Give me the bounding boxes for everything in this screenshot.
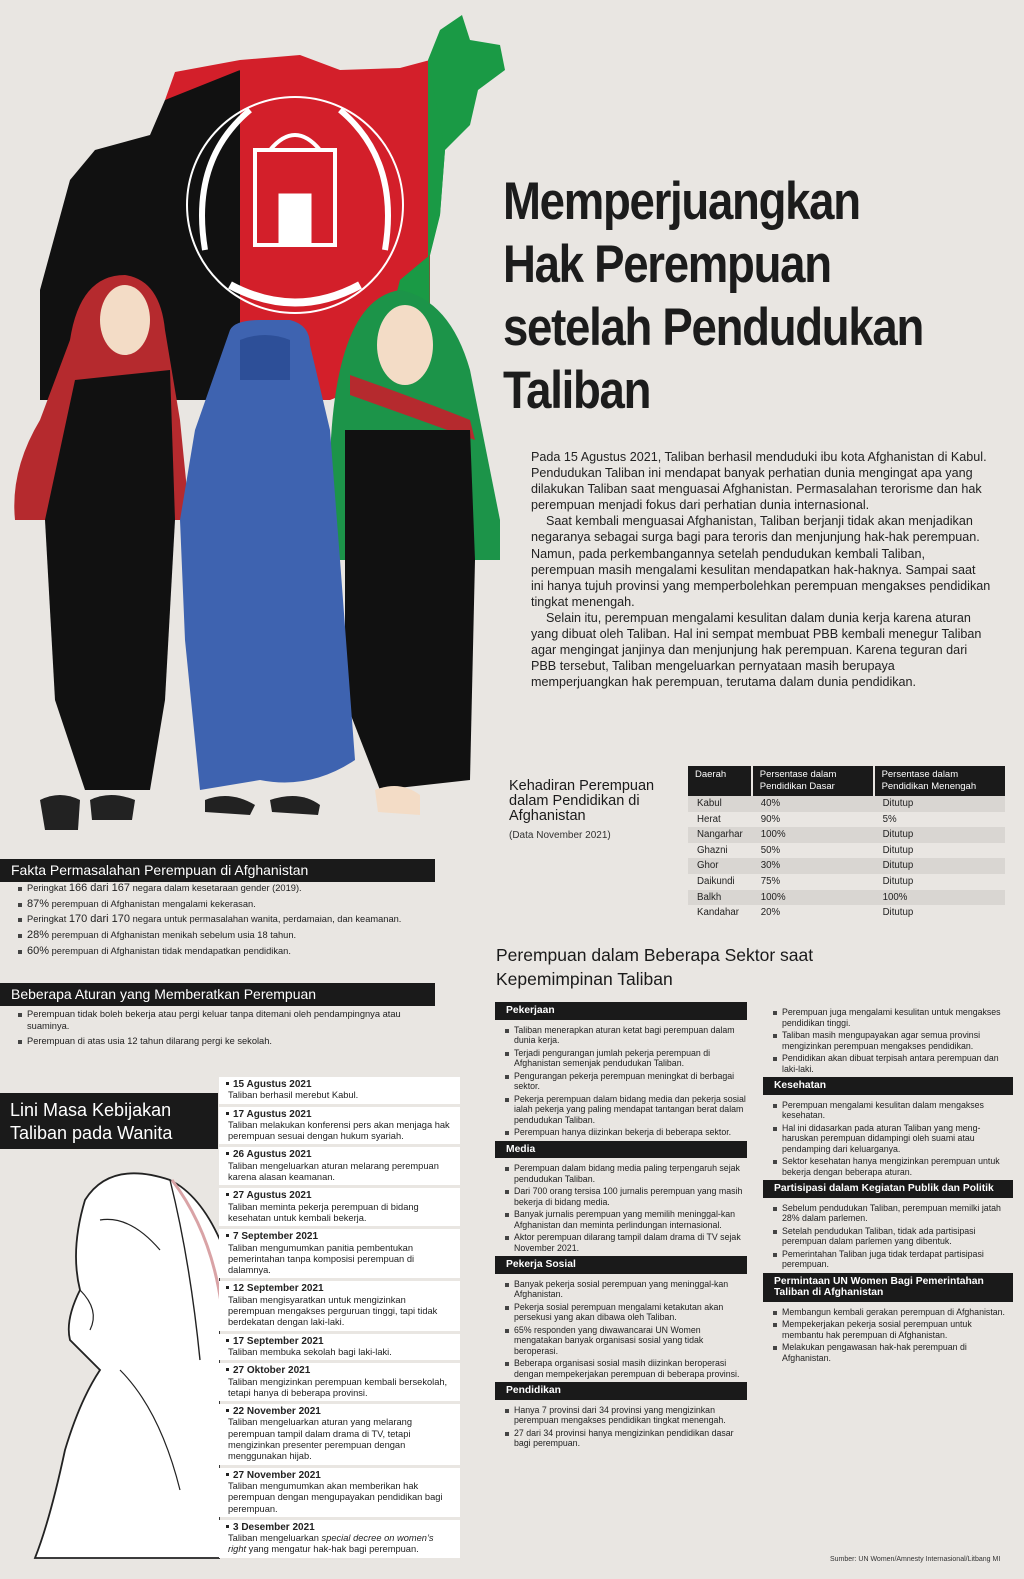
timeline-date: 12 September 2021: [228, 1283, 452, 1294]
table-header-cell: Persentase dalam Pendidikan Dasar: [752, 766, 874, 796]
sector-heading-bar: Media: [495, 1141, 747, 1159]
table-cell: Ghazni: [688, 843, 752, 859]
timeline-heading-line: Lini Masa Kebijakan: [10, 1100, 172, 1120]
sectors-column-right: [763, 1002, 1013, 1366]
timeline-date: 22 November 2021: [228, 1406, 452, 1417]
timeline-text: Taliban mengumumkan akan memberikan hak perempuan dengan mengupayakan pendidikan bagi perempuan.: [228, 1480, 443, 1514]
sector-list-item: Setelah pendudukan Taliban, tidak ada partisipasi perempuan dalam parlemen yang dibentuk.: [771, 1226, 1013, 1247]
timeline-item: [219, 1281, 460, 1330]
table-cell: Ditutup: [874, 796, 1005, 812]
table-cell: Daikundi: [688, 874, 752, 890]
sector-list-item: Sektor kesehatan hanya mengizinkan perempuan untuk bekerja dengan beberapa aturan.: [771, 1156, 1013, 1177]
timeline-text: Taliban mengisyaratkan untuk mengizinkan perempuan mengakses perguruan tinggi, tapi tidak berdekatan dengan laki-laki.: [228, 1294, 438, 1328]
sector-list-item: Taliban menerapkan aturan ketat bagi perempuan dalam dunia kerja.: [503, 1025, 747, 1046]
table-header-cell: Persentase dalam Pendidikan Menengah: [874, 766, 1005, 796]
timeline-item: [219, 1468, 460, 1517]
fact-number: 60%: [27, 944, 50, 957]
sector-list-item: Taliban masih mengupayakan agar semua provinsi mengizinkan perempuan mengakses pendidikan.: [771, 1030, 1013, 1051]
sector-list-item: Mempekerjakan pekerja sosial perempuan untuk membantu hak perempuan di Afghanistan.: [771, 1319, 1013, 1340]
table-row: [688, 796, 1005, 812]
fact-number: 87%: [27, 897, 50, 910]
title-line: Taliban: [503, 361, 651, 420]
rules-heading: Beberapa Aturan yang Memberatkan Perempuan: [0, 983, 435, 1006]
fact-text-post: perempuan di Afghanistan menikah sebelum usia 18 tahun.: [49, 930, 297, 941]
sector-list-item: Dari 700 orang tersisa 100 jurnalis perempuan yang masih bekerja di bidang media.: [503, 1186, 747, 1207]
table-cell: 20%: [752, 905, 874, 921]
sector-list-item: Pengurangan pekerja perempuan meningkat di berbagai sektor.: [503, 1071, 747, 1092]
table-cell: Kabul: [688, 796, 752, 812]
table-cell: Ditutup: [874, 905, 1005, 921]
fact-text-post: perempuan di Afghanistan mengalami kekerasan.: [49, 898, 256, 909]
table-cell: 90%: [752, 812, 874, 828]
timeline-text: Taliban mengizinkan perempuan kembali bersekolah, tetapi hanya di beberapa provinsi.: [228, 1376, 448, 1398]
table-row: [688, 812, 1005, 828]
timeline-date: 27 Agustus 2021: [228, 1190, 452, 1201]
sector-list: [771, 1203, 1013, 1270]
table-cell: 100%: [752, 827, 874, 843]
education-continued-list: [771, 1007, 1013, 1074]
timeline-text: Taliban melakukan konferensi pers akan menjaga hak perempuan sesuai dengan hukum syariah.: [228, 1119, 450, 1142]
sector-list-item: 27 dari 34 provinsi hanya mengizinkan pendidikan dasar bagi perempuan.: [503, 1428, 747, 1449]
table-cell: 40%: [752, 796, 874, 812]
timeline-text: Taliban meminta pekerja perempuan di bidang kesehatan untuk kembali bekerja.: [228, 1201, 419, 1223]
hero-illustration: [0, 0, 520, 850]
sector-heading-bar: Partisipasi dalam Kegiatan Publik dan Politik: [763, 1180, 1013, 1198]
intro-paragraph: Selain itu, perempuan mengalami kesulitan dalam dunia kerja karena aturan yang dibuat oleh Taliban. Hal ini sempat membuat PBB kembali menegur Taliban agar mengingat janjinya dan menjunjung hak perempuan. Karena teguran dari PBB tersebut, Taliban mengeluarkan pernyataan masih berupaya memperjuangkan hak perempuan, terutama dalam dunia pendidikan.: [531, 610, 982, 690]
timeline-heading: [0, 1093, 218, 1149]
sector-heading-bar: Pekerjaan: [495, 1002, 747, 1020]
timeline-item: [219, 1404, 460, 1464]
fact-item: [16, 914, 436, 926]
table-cell: Balkh: [688, 890, 752, 906]
table-cell: 50%: [752, 843, 874, 859]
sector-list-item: Aktor perempuan dilarang tampil dalam drama di TV sejak November 2021.: [503, 1232, 747, 1253]
sectors-heading: Perempuan dalam Beberapa Sektor saat Kepemimpinan Taliban: [496, 945, 814, 989]
table-row: [688, 843, 1005, 859]
fact-text-pre: Peringkat: [27, 914, 69, 925]
timeline-text: Taliban mengeluarkan aturan melarang perempuan karena alasan keamanan.: [228, 1160, 439, 1183]
title-line: setelah Pendudukan: [503, 298, 924, 357]
facts-heading: Fakta Permasalahan Perempuan di Afghanistan: [0, 859, 435, 882]
sector-heading-bar: Kesehatan: [763, 1077, 1013, 1095]
sector-heading-bar: Permintaan UN Women Bagi Pemerintahan Taliban di Afghanistan: [763, 1273, 1013, 1302]
fact-item: [16, 946, 436, 958]
timeline-date: 17 September 2021: [228, 1336, 452, 1347]
table-cell: Kandahar: [688, 905, 752, 921]
sector-list: [771, 1307, 1013, 1364]
fact-text-post: negara dalam kesetaraan gender (2019).: [130, 883, 302, 893]
timeline-list: [219, 1077, 460, 1561]
table-cell: Ditutup: [874, 874, 1005, 890]
sector-list: [503, 1025, 747, 1138]
fact-text-post: perempuan di Afghanistan tidak mendapatkan pendidikan.: [49, 945, 291, 956]
timeline-text: Taliban berhasil merebut Kabul.: [228, 1090, 359, 1101]
sector-list: [503, 1405, 747, 1449]
table-row: [688, 905, 1005, 921]
sector-list-item: Perempuan juga mengalami kesulitan untuk mengakses pendidikan tinggi.: [771, 1007, 1013, 1028]
woman-green-scarf-figure: [330, 290, 500, 815]
woman-hijab-silhouette: [20, 1160, 220, 1560]
rule-item: Perempuan di atas usia 12 tahun dilarang pergi ke sekolah.: [16, 1036, 421, 1048]
timeline-date: 26 Agustus 2021: [228, 1149, 452, 1160]
timeline-item: [219, 1229, 460, 1278]
rules-list: [16, 1009, 421, 1052]
table-row: [688, 874, 1005, 890]
timeline-date: 15 Agustus 2021: [228, 1079, 452, 1090]
sector-list-item: Perempuan mengalami kesulitan dalam mengakses kesehatan.: [771, 1100, 1013, 1121]
table-row: [688, 827, 1005, 843]
sector-list-item: Membangun kembali gerakan perempuan di Afghanistan.: [771, 1307, 1013, 1318]
timeline-text: Taliban mengumumkan panitia pembentukan pemerintahan tanpa komposisi perempuan di dalamnya.: [228, 1242, 415, 1276]
timeline-item: [219, 1334, 460, 1361]
table-cell: 100%: [874, 890, 1005, 906]
sector-heading-bar: Pendidikan: [495, 1382, 747, 1400]
timeline-text: Taliban mengeluarkan aturan yang melarang perempuan tampil dalam drama di TV, tetapi mengizinkan presenter perempuan dengan menggunakan hijab.: [228, 1417, 412, 1462]
table-cell: Ditutup: [874, 827, 1005, 843]
sector-list-item: 65% responden yang diwawancarai UN Women mengatakan banyak organisasi sosial yang tidak beroperasi.: [503, 1325, 747, 1357]
timeline-date: 27 Oktober 2021: [228, 1365, 452, 1376]
sector-list-item: Pekerja perempuan dalam bidang media dan pekerja sosial ialah pekerja yang paling mendapat tantangan berat dalam pendudukan Taliban.: [503, 1094, 747, 1126]
sector-list-item: Banyak jurnalis perempuan yang memilih meninggal-kan Afghanistan dan meminta perlindungan internasional.: [503, 1209, 747, 1230]
sector-list: [503, 1279, 747, 1380]
timeline-item: [219, 1520, 460, 1558]
intro-paragraph: Saat kembali menguasai Afghanistan, Taliban berjanji tidak akan menjadikan negaranya sebagai surga bagi para teroris dan menjunjung hak-hak perempuan. Namun, pada perkembangannya setelah pendudukan kembali Taliban, perempuan masih mengalami kesulitan mendapatkan hak-haknya. Sampai saat ini hanya tujuh provinsi yang memperbolehkan perempuan mengakses pendidikan tingkat menengah.: [531, 514, 991, 609]
timeline-item: [219, 1107, 460, 1145]
table-cell: Ditutup: [874, 858, 1005, 874]
fact-text-post: negara untuk permasalahan wanita, perdamaian, dan keamanan.: [130, 914, 402, 925]
sector-list-item: Terjadi pengurangan jumlah pekerja perempuan di Afghanistan semenjak pendudukan Taliban.: [503, 1048, 747, 1069]
education-table: [688, 766, 1005, 921]
timeline-date: 3 Desember 2021: [228, 1522, 452, 1533]
fact-number: 166 dari 167: [68, 882, 131, 894]
intro-text: [531, 449, 991, 690]
table-cell: Ditutup: [874, 843, 1005, 859]
sector-list-item: Pemerintahan Taliban juga tidak terdapat partisipasi perempuan.: [771, 1249, 1013, 1270]
timeline-item: [219, 1077, 460, 1104]
table-cell: 30%: [752, 858, 874, 874]
fact-item: [16, 899, 436, 911]
timeline-text-italic: special decree on women’s right: [228, 1533, 434, 1555]
table-cell: Nangarhar: [688, 827, 752, 843]
sector-list-item: Beberapa organisasi sosial masih diizinkan beroperasi dengan mempekerjakan perempuan di beberapa provinsi.: [503, 1358, 747, 1379]
table-cell: 75%: [752, 874, 874, 890]
table-header-cell: Daerah: [688, 766, 752, 796]
timeline-text: Taliban mengeluarkan: [228, 1533, 322, 1544]
timeline-text: yang mengatur hak-hak bagi perempuan.: [246, 1544, 419, 1555]
sector-heading-bar: Pekerja Sosial: [495, 1256, 747, 1274]
timeline-text: Taliban membuka sekolah bagi laki-laki.: [228, 1346, 392, 1357]
sector-list-item: Pekerja sosial perempuan mengalami ketakutan akan persekusi yang akan dibawa oleh Taliban.: [503, 1302, 747, 1323]
education-heading: Kehadiran Perempuan dalam Pendidikan di Afghanistan: [509, 778, 655, 824]
education-note: (Data November 2021): [509, 830, 611, 841]
sector-list-item: Hal ini didasarkan pada aturan Taliban yang meng-haruskan perempuan didampingi oleh suami atau pendamping dari keluarganya.: [771, 1123, 1013, 1155]
table-cell: 100%: [752, 890, 874, 906]
sector-list-item: Banyak pekerja sosial perempuan yang meninggal-kan Afghanistan.: [503, 1279, 747, 1300]
intro-paragraph: Pada 15 Agustus 2021, Taliban berhasil menduduki ibu kota Afghanistan di Kabul. Pendudukan Taliban ini mendapat banyak perhatian dunia mengingat apa yang dilakukan Taliban saat menguasai Afghanistan. Permasalahan terorisme dan hak perempuan menjadi fokus dari perhatian dunia internasional.: [531, 450, 987, 513]
timeline-date: 27 November 2021: [228, 1470, 452, 1481]
sector-list-item: Perempuan hanya diizinkan bekerja di beberapa sektor.: [503, 1127, 747, 1138]
rule-item: Perempuan tidak boleh bekerja atau pergi keluar tanpa ditemani oleh pendampingnya atau suaminya.: [16, 1009, 421, 1032]
fact-item: [16, 930, 436, 942]
table-cell: Ghor: [688, 858, 752, 874]
sector-list: [771, 1100, 1013, 1178]
fact-text-pre: Peringkat: [27, 883, 69, 893]
table-row: [688, 890, 1005, 906]
sector-list-item: Sebelum pendudukan Taliban, perempuan memilki jatah 28% dalam parlemen.: [771, 1203, 1013, 1224]
timeline-date: 7 September 2021: [228, 1231, 452, 1242]
page-title: [503, 170, 942, 422]
sector-list-item: Perempuan dalam bidang media paling terpengaruh sejak pendudukan Taliban.: [503, 1163, 747, 1184]
title-line: Memperjuangkan: [503, 172, 860, 231]
sectors-column-left: [495, 1002, 747, 1452]
fact-item: [16, 883, 436, 895]
sector-list-item: Melakukan pengawasan hak-hak perempuan di Afghanistan.: [771, 1342, 1013, 1363]
fact-number: 28%: [27, 929, 50, 942]
fact-number: 170 dari 170: [68, 913, 131, 926]
timeline-date: 17 Agustus 2021: [228, 1109, 452, 1120]
timeline-item: [219, 1147, 460, 1185]
table-row: [688, 858, 1005, 874]
title-line: Hak Perempuan: [503, 235, 831, 294]
timeline-item: [219, 1363, 460, 1401]
sector-list-item: Pendidikan akan dibuat terpisah antara perempuan dan laki-laki.: [771, 1053, 1013, 1074]
source-credit: Sumber: UN Women/Amnesty Internasional/Litbang MI: [830, 1556, 1001, 1563]
timeline-item: [219, 1188, 460, 1226]
timeline-heading-line: Taliban pada Wanita: [10, 1123, 173, 1143]
sector-list-item: Hanya 7 provinsi dari 34 provinsi yang mengizinkan perempuan mengakses pendidikan tingkat menengah.: [503, 1405, 747, 1426]
facts-list: [16, 883, 436, 962]
sector-list: [503, 1163, 747, 1253]
table-cell: Herat: [688, 812, 752, 828]
table-cell: 5%: [874, 812, 1005, 828]
